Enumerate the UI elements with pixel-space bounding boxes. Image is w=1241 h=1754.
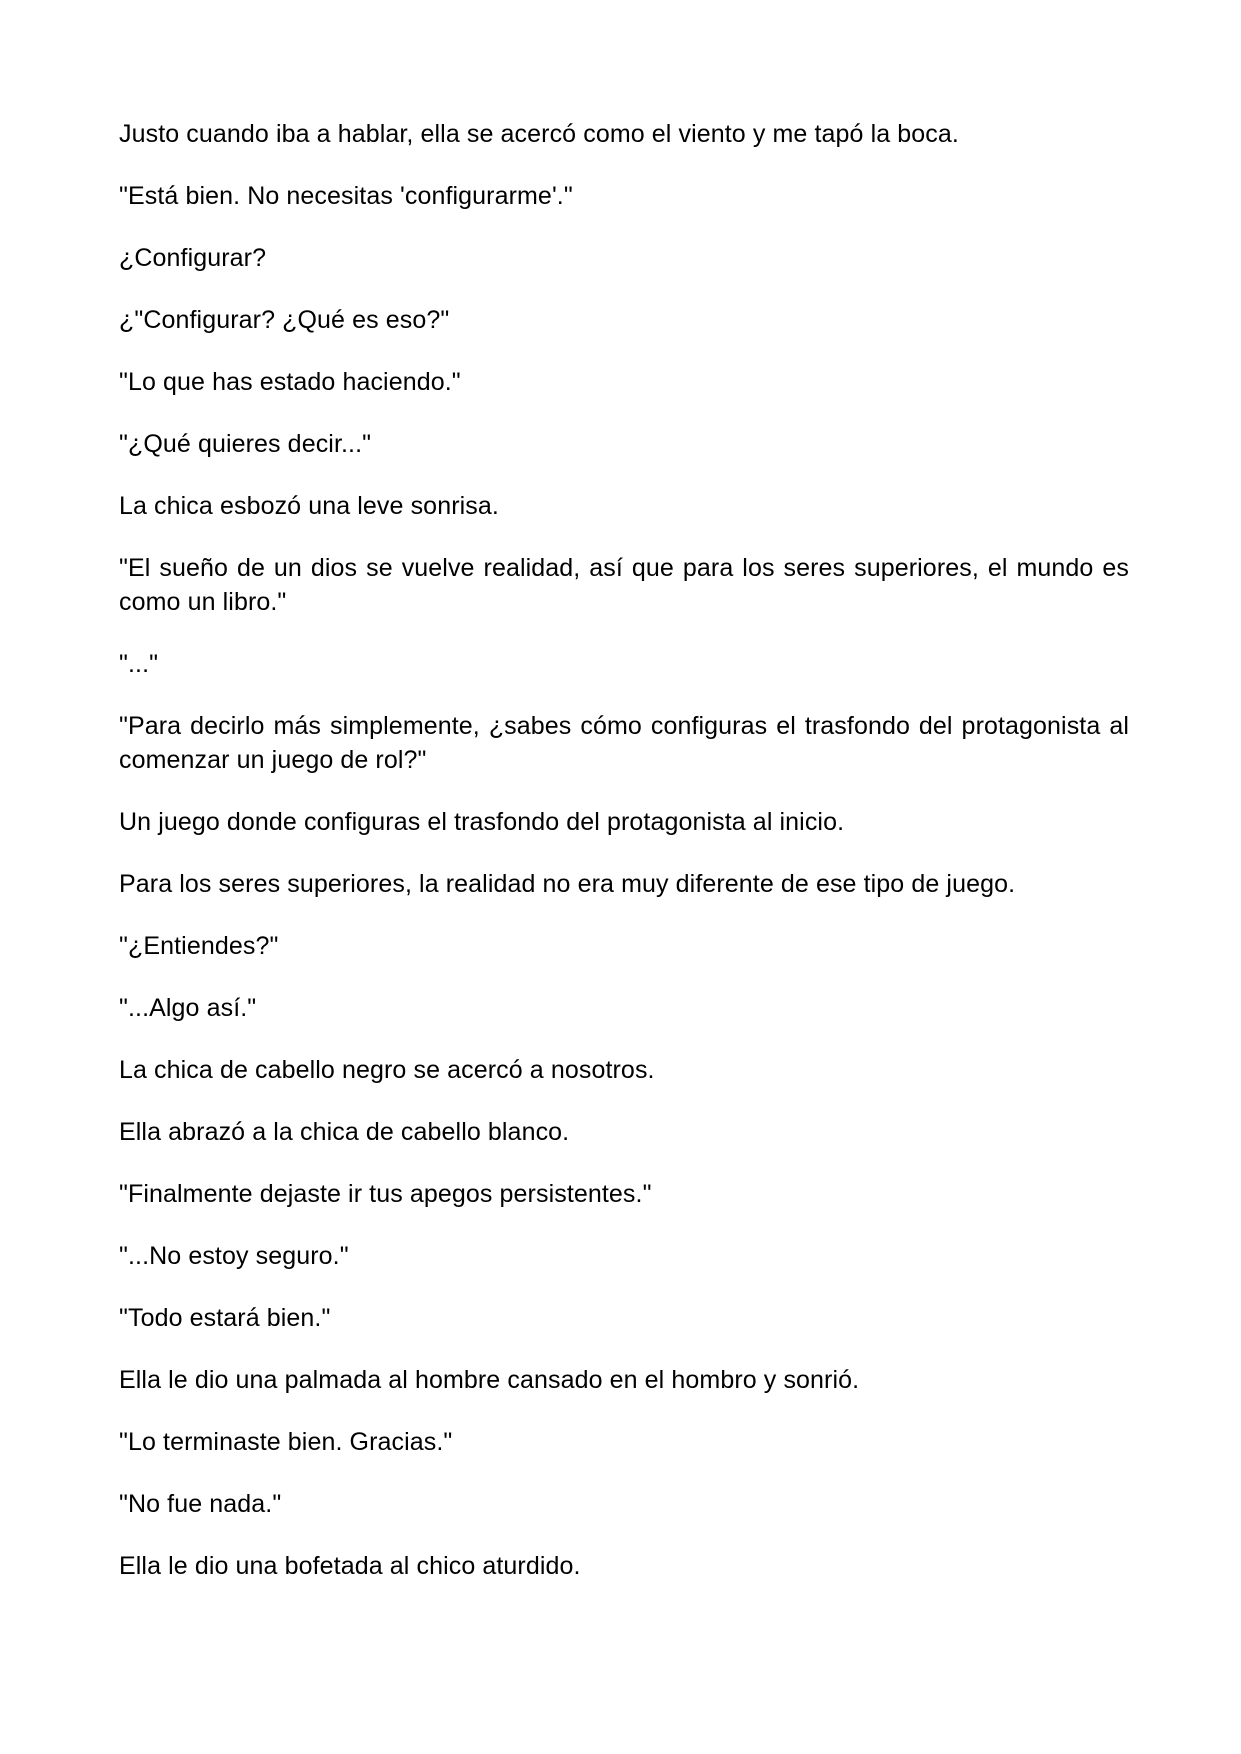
paragraph: "El sueño de un dios se vuelve realidad, así que para los seres superiores, el mundo es como un libro." [119,554,1129,616]
paragraph: "Para decirlo más simplemente, ¿sabes cómo configuras el trasfondo del protagonista al comenzar un juego de rol?" [119,712,1129,774]
paragraph: Ella abrazó a la chica de cabello blanco. [119,1118,570,1146]
paragraph: "¿Qué quieres decir..." [119,430,372,458]
paragraph: "Está bien. No necesitas 'configurarme'." [119,182,573,210]
paragraph: La chica de cabello negro se acercó a nosotros. [119,1056,655,1084]
paragraph: Ella le dio una palmada al hombre cansado en el hombro y sonrió. [119,1366,860,1394]
paragraph: La chica esbozó una leve sonrisa. [119,492,499,520]
paragraph: "¿Entiendes?" [119,932,279,960]
paragraph: "...No estoy seguro." [119,1242,349,1270]
paragraph: "No fue nada." [119,1490,282,1518]
paragraph: Justo cuando iba a hablar, ella se acercó como el viento y me tapó la boca. [119,120,959,148]
paragraph: "Todo estará bien." [119,1304,331,1332]
paragraph: "..." [119,650,159,678]
paragraph: Ella le dio una bofetada al chico aturdido. [119,1552,581,1580]
paragraph: "...Algo así." [119,994,257,1022]
paragraph: Un juego donde configuras el trasfondo del protagonista al inicio. [119,808,845,836]
paragraph: ¿"Configurar? ¿Qué es eso?" [119,306,450,334]
paragraph: Para los seres superiores, la realidad no era muy diferente de ese tipo de juego. [119,870,1016,898]
paragraph: "Lo terminaste bien. Gracias." [119,1428,453,1456]
document-page [119,117,1129,1611]
paragraph: "Lo que has estado haciendo." [119,368,461,396]
paragraph: "Finalmente dejaste ir tus apegos persistentes." [119,1180,652,1208]
paragraph: ¿Configurar? [119,244,267,272]
